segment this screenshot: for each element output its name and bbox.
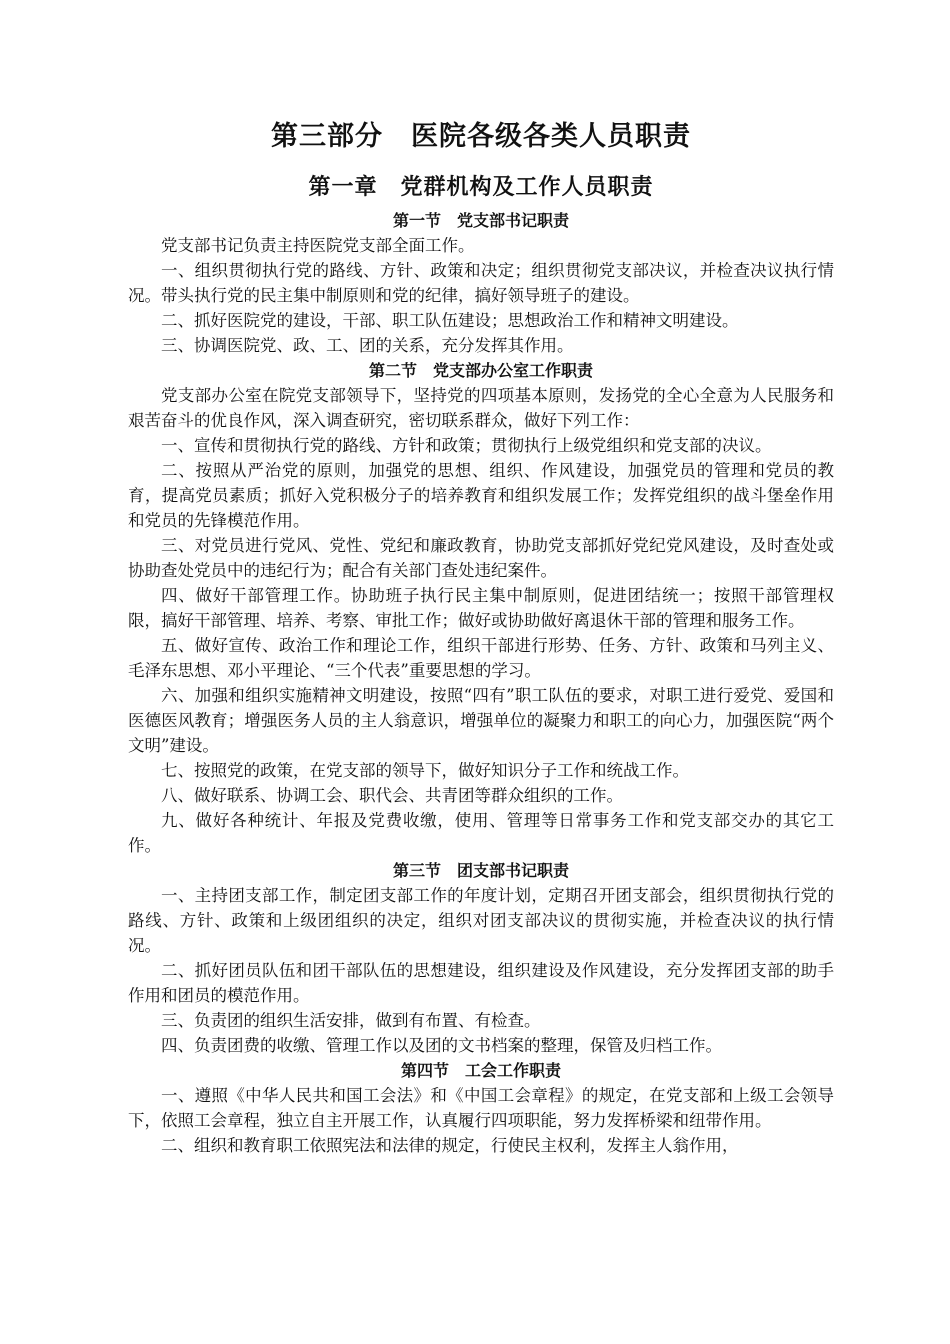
paragraph: 二、抓好医院党的建设，干部、职工队伍建设；思想政治工作和精神文明建设。 <box>161 311 739 330</box>
paragraph: 三、负责团的组织生活安排，做到有布置、有检查。 <box>161 1011 541 1030</box>
paragraph: 三、对党员进行党风、党性、党纪和廉政教育，协助党支部抓好党纪党风建设，及时查处或协助查处党员中的违纪行为；配合有关部门查处违纪案件。 <box>128 536 834 580</box>
paragraph: 二、抓好团员队伍和团干部队伍的思想建设，组织建设及作风建设，充分发挥团支部的助手作用和团员的模范作用。 <box>128 961 834 1005</box>
section-heading-4: 第四节 工会工作职责 <box>400 1061 561 1080</box>
paragraph: 三、协调医院党、政、工、团的关系，充分发挥其作用。 <box>161 336 574 355</box>
section-heading-2: 第二节 党支部办公室工作职责 <box>368 361 593 380</box>
paragraph: 党支部书记负责主持医院党支部全面工作。 <box>161 236 475 255</box>
section-heading-3: 第三节 团支部书记职责 <box>392 861 569 880</box>
paragraph: 九、做好各种统计、年报及党费收缴，使用、管理等日常事务工作和党支部交办的其它工作。 <box>128 811 834 855</box>
paragraph: 二、组织和教育职工依照宪法和法律的规定，行使民主权利，发挥主人翁作用， <box>161 1136 739 1155</box>
section-heading-1: 第一节 党支部书记职责 <box>392 211 569 230</box>
paragraph: 六、加强和组织实施精神文明建设，按照“四有”职工队伍的要求，对职工进行爱党、爱国和医德医风教育；增强医务人员的主人翁意识，增强单位的凝聚力和职工的向心力，加强医院“两个文明”建设。 <box>128 686 834 755</box>
document-body <box>128 112 834 1158</box>
paragraph: 八、做好联系、协调工会、职代会、共青团等群众组织的工作。 <box>161 786 623 805</box>
paragraph: 一、主持团支部工作，制定团支部工作的年度计划，定期召开团支部会，组织贯彻执行党的路线、方针、政策和上级团组织的决定，组织对团支部决议的贯彻实施，并检查决议的执行情况。 <box>128 886 834 955</box>
chapter-title: 第一章 党群机构及工作人员职责 <box>308 175 654 200</box>
paragraph: 一、宣传和贯彻执行党的路线、方针和政策；贯彻执行上级党组织和党支部的决议。 <box>161 436 772 455</box>
paragraph: 七、按照党的政策，在党支部的领导下，做好知识分子工作和统战工作。 <box>161 761 689 780</box>
paragraph: 四、负责团费的收缴、管理工作以及团的文书档案的整理，保管及归档工作。 <box>161 1036 722 1055</box>
paragraph: 党支部办公室在院党支部领导下，坚持党的四项基本原则，发扬党的全心全意为人民服务和艰苦奋斗的优良作风，深入调查研究，密切联系群众，做好下列工作： <box>128 386 834 430</box>
paragraph: 二、按照从严治党的原则，加强党的思想、组织、作风建设，加强党员的管理和党员的教育，提高党员素质；抓好入党积极分子的培养教育和组织发展工作；发挥党组织的战斗堡垒作用和党员的先锋模范作用。 <box>128 461 834 530</box>
paragraph: 一、遵照《中华人民共和国工会法》和《中国工会章程》的规定，在党支部和上级工会领导下，依照工会章程，独立自主开展工作，认真履行四项职能，努力发挥桥梁和纽带作用。 <box>128 1086 834 1130</box>
paragraph: 一、组织贯彻执行党的路线、方针、政策和决定；组织贯彻党支部决议，并检查决议执行情况。带头执行党的民主集中制原则和党的纪律，搞好领导班子的建设。 <box>128 261 834 305</box>
paragraph: 五、做好宣传、政治工作和理论工作，组织干部进行形势、任务、方针、政策和马列主义、毛泽东思想、邓小平理论、“三个代表”重要思想的学习。 <box>128 636 834 680</box>
paragraph: 四、做好干部管理工作。协助班子执行民主集中制原则，促进团结统一；按照干部管理权限，搞好干部管理、培养、考察、审批工作；做好或协助做好离退休干部的管理和服务工作。 <box>128 586 834 630</box>
part-title: 第三部分 医院各级各类人员职责 <box>271 121 691 152</box>
